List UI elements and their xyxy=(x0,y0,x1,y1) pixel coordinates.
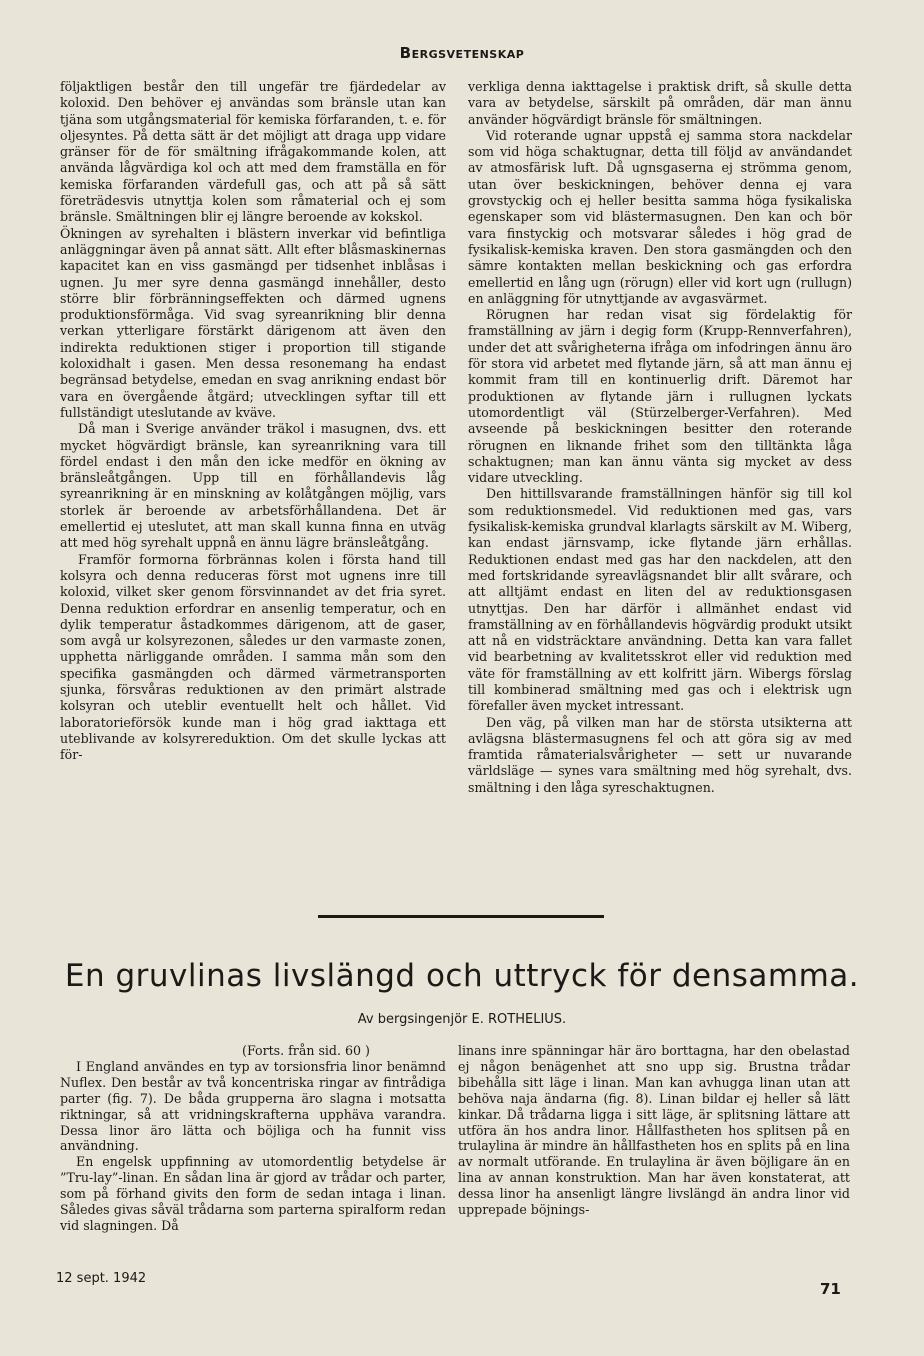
section-divider xyxy=(318,915,604,918)
article2-left-column xyxy=(60,1043,446,1234)
paragraph: Den hittillsvarande framställningen hänför sig till kol som reduktionsmedel. Vid reduktionen med gas, vars fysikalisk-kemiska grundval klarlagts särskilt av M. Wiberg, kan endast järnsvamp, icke flytande järn erhållas. Reduktionen endast med gas har den nackdelen, att den med fortskridande syreavlägsnandet blir allt svårare, och att alltjämt endast en liten del av reduktionsgasen utnyttjas. Den har därför i allmänhet endast vid framställning av en förhållandevis högvärdig produkt utsikt att nå en vidsträcktare användning. Detta kan vara fallet vid bearbetning av kvalitetsskrot eller vid reduktion med väte för framställning av ett kolfritt järn. Wibergs förslag till kombinerad smältning med gas och i elektrisk ugn förefaller även mycket intressant. xyxy=(468,486,852,714)
journal-header: Bergsvetenskap xyxy=(399,44,525,62)
paragraph: Ökningen av syrehalten i blästern inverkar vid befintliga anläggningar även på annat sätt. Allt efter blåsmaskinernas kapacitet kan en viss gasmängd per tidsenhet inblåsas i ugnen. Ju mer syre denna gasmängd innehåller, desto större blir förbränningseffekten och därmed ugnens produktionsförmåga. Vid svag syreanrikning blir denna verkan ytterligare förstärkt därigenom att även den indirekta reduktionen stiger i proportion till stigande koloxidhalt i gasen. Men dessa resonemang ha endast begränsad betydelse, emedan en svag anrikning endast bör vara en övergående åtgärd; utvecklingen syftar till ett fullständigt uteslutande av kväve. xyxy=(60,225,446,420)
article-title: En gruvlinas livslängd och uttryck för densamma. xyxy=(64,958,860,994)
paragraph: Då man i Sverige använder träkol i masugnen, dvs. ett mycket högvärdigt bränsle, kan syreanrikning vara till fördel endast i den mån den icke medför en ökning av bränsleåtgången. Upp till en förhållandevis låg syreanrikning är en minskning av kolåtgången möjlig, vars storlek är beroende av arbetsförhållandena. Det är emellertid ej uteslutet, att man skall kunna finna en utväg att med hög syrehalt uppnå en ännu lägre bränsleåtgång. xyxy=(60,421,446,551)
paragraph: linans inre spänningar här äro borttagna, har den obelastad ej någon benägenhet att sno upp sig. Brustna trådar bibehålla sitt läge i linan. Man kan avhugga linan utan att behöva naja ändarna (fig. 8). Linan bildar ej heller så lätt kinkar. Då trådarna ligga i sitt läge, är splitsning lättare att utföra än hos andra linor. Hållfastheten hos splitsen på en trulaylina är mindre än hållfastheten hos en splits på en lina av normalt utförande. En trulaylina är även böjligare än en lina av annan konstruktion. Man har även konstaterat, att dessa linor ha ansenligt längre livslängd än andra linor vid upprepade böjnings- xyxy=(458,1043,850,1218)
paragraph: Den väg, på vilken man har de största utsikterna att avlägsna blästermasugnens fel och att göra sig av med framtida råmaterialsvårigheter — sett ur nuvarande världsläge — synes vara smältning med hög syrehalt, dvs. smältning i den låga syreschaktugnen. xyxy=(468,714,852,795)
continuation-note: (Forts. från sid. 60 ) xyxy=(242,1043,370,1058)
paragraph: I England användes en typ av torsionsfria linor benämnd Nuflex. Den består av två koncentriska ringar av fintrådiga parter (fig. 7). De båda grupperna äro slagna i motsatta riktningar, så att vridningskrafterna upphäva varandra. Dessa linor äro lätta och böjliga och ha funnit viss användning. xyxy=(60,1058,446,1154)
article-byline: Av bergsingenjör E. ROTHELIUS. xyxy=(357,1012,567,1027)
article1-right-column xyxy=(468,79,852,796)
article2-right-column xyxy=(458,1043,850,1218)
article1-left-column xyxy=(60,79,446,763)
paragraph: En engelsk uppfinning av utomordentlig betydelse är ”Tru-lay”-linan. En sådan lina är gjord av trådar och parter, som på förhand givits den form de sedan intaga i linan. Således givas såväl trådarna som parterna spiralform redan vid slagningen. Då xyxy=(60,1154,446,1233)
paragraph: Rörugnen har redan visat sig fördelaktig för framställning av järn i degig form (Krupp-Rennverfahren), under det att svårigheterna ifråga om infodringen ännu äro för stora vid arbetet med flytande järn, så att man ännu ej kommit fram till en kontinuerlig drift. Däremot har produktionen av flytande järn i rullugnen lyckats utomordentligt väl (Stürzelberger-Verfahren). Med avseende på beskickningen besitter den roterande rörugnen en liknande frihet som den tilltänkta låga schaktugnen; man kan ännu vänta sig mycket av dess vidare utveckling. xyxy=(468,307,852,486)
paragraph: följaktligen består den till ungefär tre fjärdedelar av koloxid. Den behöver ej användas som bränsle utan kan tjäna som utgångsmaterial för kemiska förfaranden, t. e. för oljesyntes. På detta sätt är det möjligt att draga upp vidare gränser för de för smältning ifrågakommande kolen, att använda lågvärdiga kol och att med dem framställa en för kemiska förfaranden värdefull gas, och att på så sätt företrädesvis utnyttja kolen som råmaterial och ej som bränsle. Smältningen blir ej längre beroende av kokskol. xyxy=(60,79,446,225)
paragraph: Vid roterande ugnar uppstå ej samma stora nackdelar som vid höga schaktugnar, detta till följd av användandet av atmosfärisk luft. Då ugnsgaserna ej strömma genom, utan över beskickningen, behöver denna ej vara grovstyckig och ej heller besitta samma höga fysikaliska egenskaper som vid blästermasugnen. Den kan och bör vara finstyckig och motsvarar således i hög grad de fysikalisk-kemiska kraven. Den stora gasmängden och den sämre kontakten mellan beskickning och gas erfordra emellertid en lång ugn (rörugn) eller vid kort ugn (rullugn) en anläggning för utnyttjande av avgasvärmet. xyxy=(468,127,852,306)
paragraph: Framför formorna förbrännas kolen i första hand till kolsyra och denna reduceras först mot ugnens inre till koloxid, vilket sker genom försvinnandet av det fria syret. Denna reduktion erfordrar en ansenlig temperatur, och en dylik temperatur åstadkommes därigenom, att de gaser, som avgå ur kolsyrezonen, således ur den varmaste zonen, upphetta närliggande områden. I samma mån som den specifika gasmängden och därmed värmetransporten sjunka, försvåras reduktionen av den primärt alstrade kolsyran och uteblir eventuellt helt och hållet. Vid laboratorieförsök kunde man i hög grad iakttaga ett uteblivande av kolsyrereduktion. Om det skulle lyckas att för- xyxy=(60,551,446,763)
page-number: 71 xyxy=(820,1280,841,1298)
issue-date: 12 sept. 1942 xyxy=(56,1271,147,1286)
paragraph: verkliga denna iakttagelse i praktisk drift, så skulle detta vara av betydelse, särskilt på områden, där man ännu använder högvärdigt bränsle för smältningen. xyxy=(468,79,852,127)
